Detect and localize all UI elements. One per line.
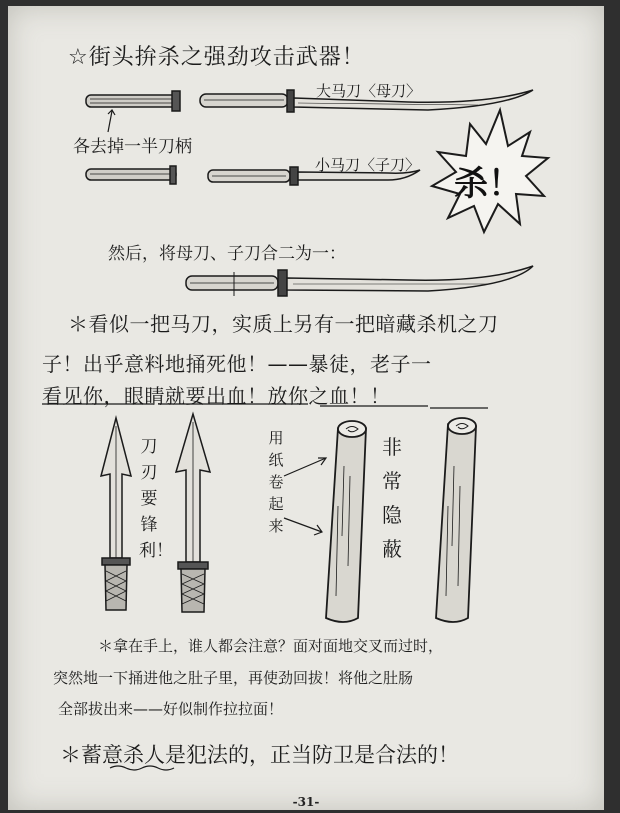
- vertical-text-edge: 刀刃要锋利！: [139, 437, 173, 561]
- label-big-blade: 大马刀〈母刀〉: [316, 82, 422, 100]
- big-handle-piece: [86, 91, 180, 111]
- paragraph1-line2: 子！出乎意料地捅死他！——暴徒，老子一: [42, 352, 432, 376]
- starburst: [432, 110, 548, 232]
- small-handle-piece: [86, 166, 176, 184]
- footer-note: ＊蓄意杀人是犯法的，正当防卫是合法的！: [60, 743, 459, 767]
- paper-arrow-2: [284, 518, 322, 532]
- vertical-text-paper: 用纸卷起来: [268, 429, 284, 535]
- vertical-text-hidden: 非常隐蔽: [382, 435, 402, 561]
- paper-scroll-left: [326, 421, 366, 622]
- paragraph1-line1: ＊看似一把马刀，实质上另有一把暗藏杀机之刀: [68, 312, 499, 336]
- paper-scroll-right: [436, 418, 476, 622]
- book-page: [8, 6, 604, 810]
- paragraph1-line3: 看见你，眼睛就要出血！放你之血！！: [42, 384, 391, 408]
- dagger-left: [101, 418, 131, 610]
- heading: ☆街头拚杀之强劲攻击武器！: [68, 45, 365, 70]
- paragraph2-line3: 全部拔出来——好似制作拉拉面！: [58, 700, 284, 718]
- dagger-right: [176, 414, 210, 612]
- page-number: -31-: [292, 795, 320, 809]
- boom-text: 杀！: [454, 164, 522, 204]
- label-handles: 各去掉一半刀柄: [73, 137, 192, 157]
- label-then: 然后，将母刀、子刀合二为一：: [108, 244, 346, 264]
- paper-arrow-1: [284, 458, 326, 476]
- paragraph2-line2: 突然地一下捅进他之肚子里，再使劲回拔！将他之肚肠: [53, 669, 414, 687]
- label-small-blade: 小马刀〈子刀〉: [315, 156, 421, 174]
- paragraph2-line1: ＊拿在手上，谁人都会注意？面对面地交叉而过时，: [98, 637, 444, 655]
- combined-saber: [186, 266, 533, 296]
